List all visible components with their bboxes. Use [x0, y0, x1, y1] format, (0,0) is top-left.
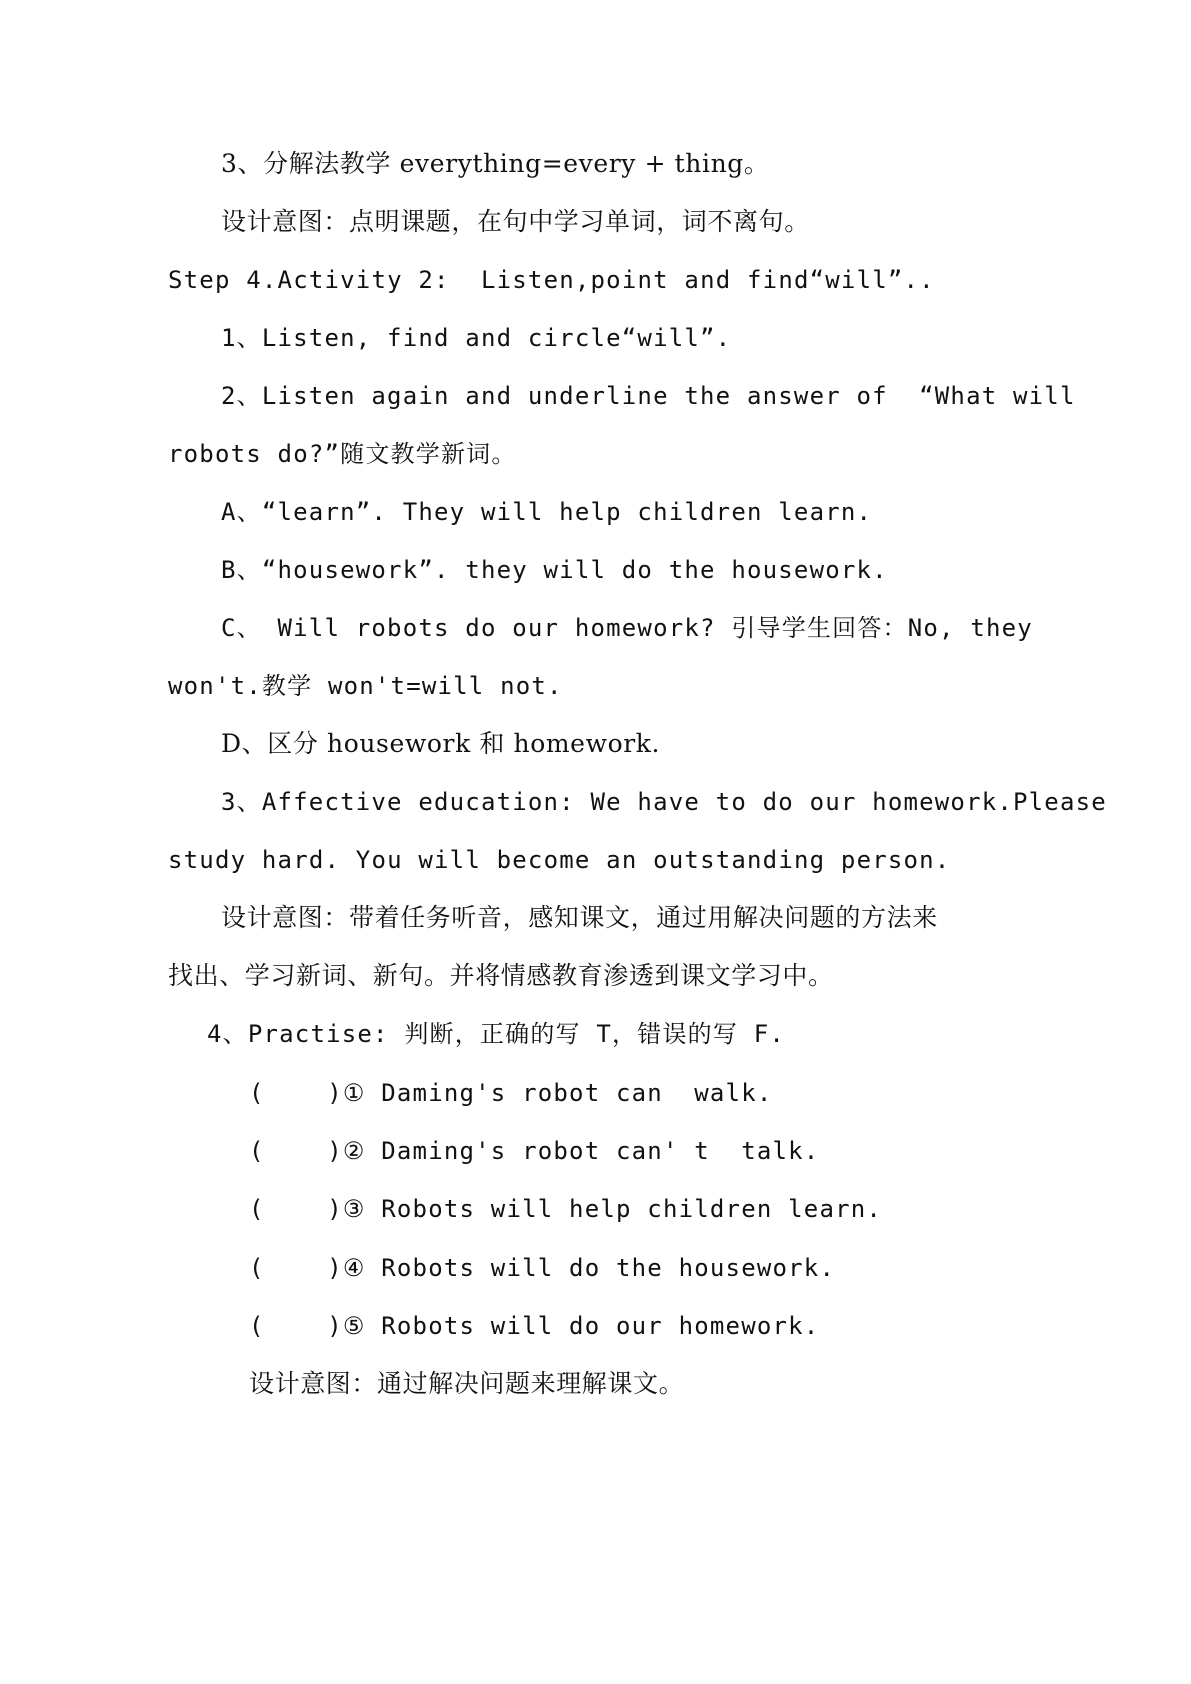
- item-c-homework: C、 Will robots do our homework? 引导学生回答：No, they: [221, 614, 1033, 642]
- item-b-housework: B、“housework”. they will do the housework.: [221, 556, 888, 584]
- item-d-distinguish: D、区分 housework 和 homework.: [221, 729, 661, 758]
- item-c-cont: won't.教学 won't=will not.: [168, 672, 563, 700]
- design-intent-1: 设计意图：点明课题，在句中学习单词，词不离句。: [221, 207, 810, 236]
- practise-item-5: ( )⑤ Robots will do our homework.: [249, 1312, 820, 1340]
- practise-item-2: ( )② Daming's robot can' t talk.: [249, 1137, 820, 1165]
- step3-decomposition-line: 3、分解法教学 everything=every + thing。: [221, 149, 770, 178]
- affective-education-cont: study hard. You will become an outstanding person.: [168, 846, 951, 874]
- design-intent-3: 设计意图：通过解决问题来理解课文。: [249, 1369, 685, 1398]
- listen-again-line: 2、Listen again and underline the answer of “What will: [221, 382, 1076, 410]
- listen-again-line-cont: robots do?”随文教学新词。: [168, 440, 517, 468]
- practise-item-4: ( )④ Robots will do the housework.: [249, 1254, 836, 1282]
- design-intent-2: 设计意图：带着任务听音，感知课文，通过用解决问题的方法来: [221, 903, 938, 932]
- practise-item-3: ( )③ Robots will help children learn.: [249, 1195, 883, 1223]
- practise-item-1: ( )① Daming's robot can walk.: [249, 1079, 773, 1107]
- listen-find-circle-line: 1、Listen, find and circle“will”.: [221, 324, 732, 352]
- affective-education-line: 3、Affective education: We have to do our homework.Please: [221, 788, 1107, 816]
- design-intent-2-cont: 找出、学习新词、新句。并将情感教育渗透到课文学习中。: [168, 961, 834, 990]
- practise-heading: 4、Practise: 判断，正确的写 T，错误的写 F.: [207, 1020, 785, 1048]
- step4-heading: Step 4.Activity 2: Listen,point and find“will”..: [168, 266, 935, 294]
- item-a-learn: A、“learn”. They will help children learn.: [221, 498, 873, 526]
